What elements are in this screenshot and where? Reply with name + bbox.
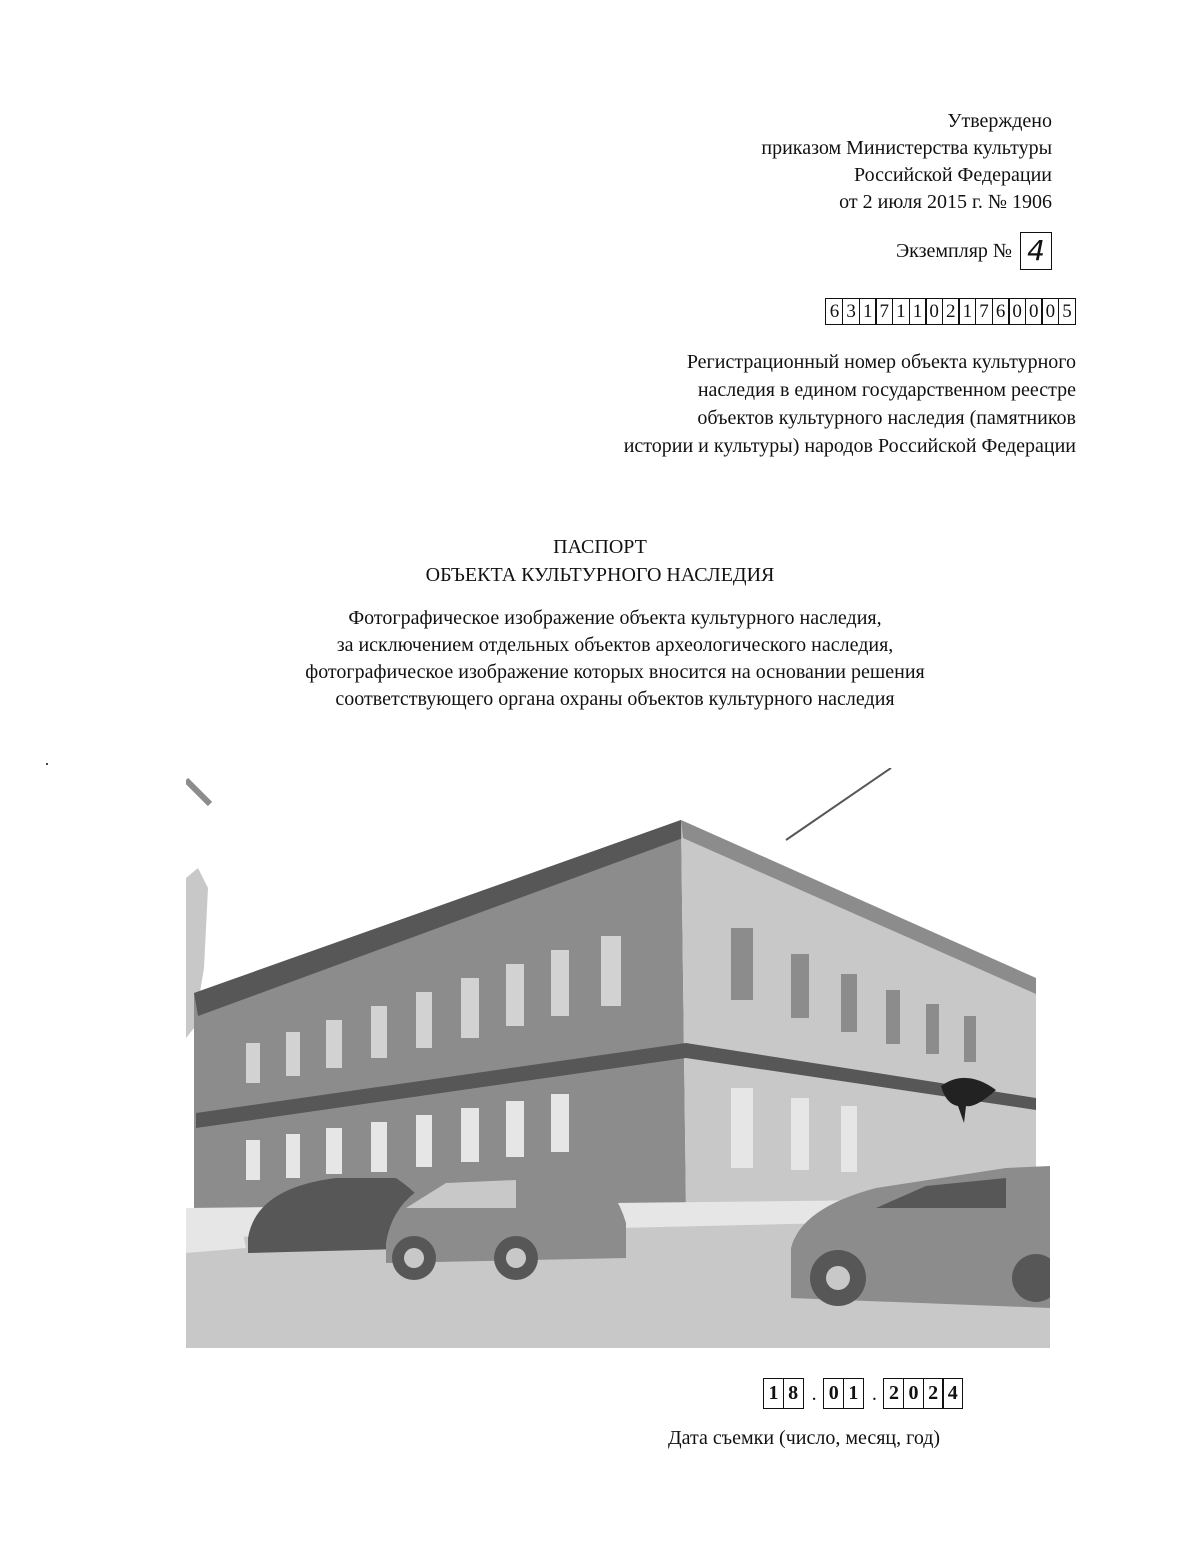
registration-digit: 1 [892, 298, 910, 325]
registration-digit: 6 [825, 298, 843, 325]
subtitle-line-4: соответствующего органа охраны объектов культурного наследия [335, 688, 895, 710]
date-digit-day: 8 [783, 1378, 804, 1409]
scan-speck [46, 763, 48, 765]
title-line-1: ПАСПОРТ [553, 536, 647, 558]
title-line-2: ОБЪЕКТА КУЛЬТУРНОГО НАСЛЕДИЯ [425, 564, 775, 586]
registration-caption-line-1: Регистрационный номер объекта культурного [686, 351, 1076, 373]
registration-digit: 5 [1058, 298, 1076, 325]
registration-digit: 0 [925, 298, 943, 325]
copy-number-label: Экземпляр № [895, 239, 1012, 262]
date-digit-month: 0 [823, 1378, 844, 1409]
registration-digit: 6 [992, 298, 1010, 325]
building-photo-illustration [186, 768, 1050, 1348]
registration-digit: 1 [859, 298, 877, 325]
registration-digit: 1 [909, 298, 927, 325]
registration-digit: 3 [842, 298, 860, 325]
registration-caption [624, 348, 1076, 460]
copy-number-box: 4 [1020, 232, 1052, 270]
approval-line-2: приказом Министерства культуры [761, 137, 1052, 159]
registration-digit: 7 [875, 298, 893, 325]
date-digit-year: 2 [883, 1378, 904, 1409]
photo-date-boxes [763, 1378, 963, 1409]
date-separator: . [811, 1383, 817, 1405]
document-subtitle [0, 605, 1200, 713]
approval-line-3: Российской Федерации [853, 164, 1052, 186]
date-digit-year: 2 [923, 1378, 944, 1409]
registration-digit: 2 [942, 298, 960, 325]
date-digit-month: 1 [843, 1378, 864, 1409]
registration-digit: 7 [975, 298, 993, 325]
registration-digit: 0 [1025, 298, 1043, 325]
document-title [0, 533, 1200, 589]
date-digit-day: 1 [763, 1378, 784, 1409]
registration-caption-line-3: объектов культурного наследия (памятников [697, 407, 1076, 429]
building-photo [186, 768, 1050, 1348]
subtitle-line-2: за исключением отдельных объектов археологического наследия, [336, 634, 894, 656]
registration-digit: 1 [958, 298, 976, 325]
registration-digit: 0 [1041, 298, 1059, 325]
date-digit-year: 0 [903, 1378, 924, 1409]
subtitle-line-3: фотографическое изображение которых вносится на основании решения [305, 661, 925, 683]
copy-number-line [896, 232, 1052, 270]
registration-caption-line-4: истории и культуры) народов Российской Федерации [623, 435, 1076, 457]
date-digit-year: 4 [942, 1378, 963, 1409]
date-separator: . [871, 1383, 877, 1405]
registration-number-boxes [825, 298, 1076, 325]
subtitle-line-1: Фотографическое изображение объекта культурного наследия, [348, 607, 882, 629]
registration-caption-line-2: наследия в едином государственном реестре [697, 379, 1076, 401]
registration-digit: 0 [1008, 298, 1026, 325]
approval-line-1: Утверждено [947, 110, 1052, 132]
approval-line-4: от 2 июля 2015 г. № 1906 [839, 191, 1052, 213]
approval-block [761, 108, 1052, 216]
photo-date-caption: Дата съемки (число, месяц, год) [668, 1427, 941, 1449]
